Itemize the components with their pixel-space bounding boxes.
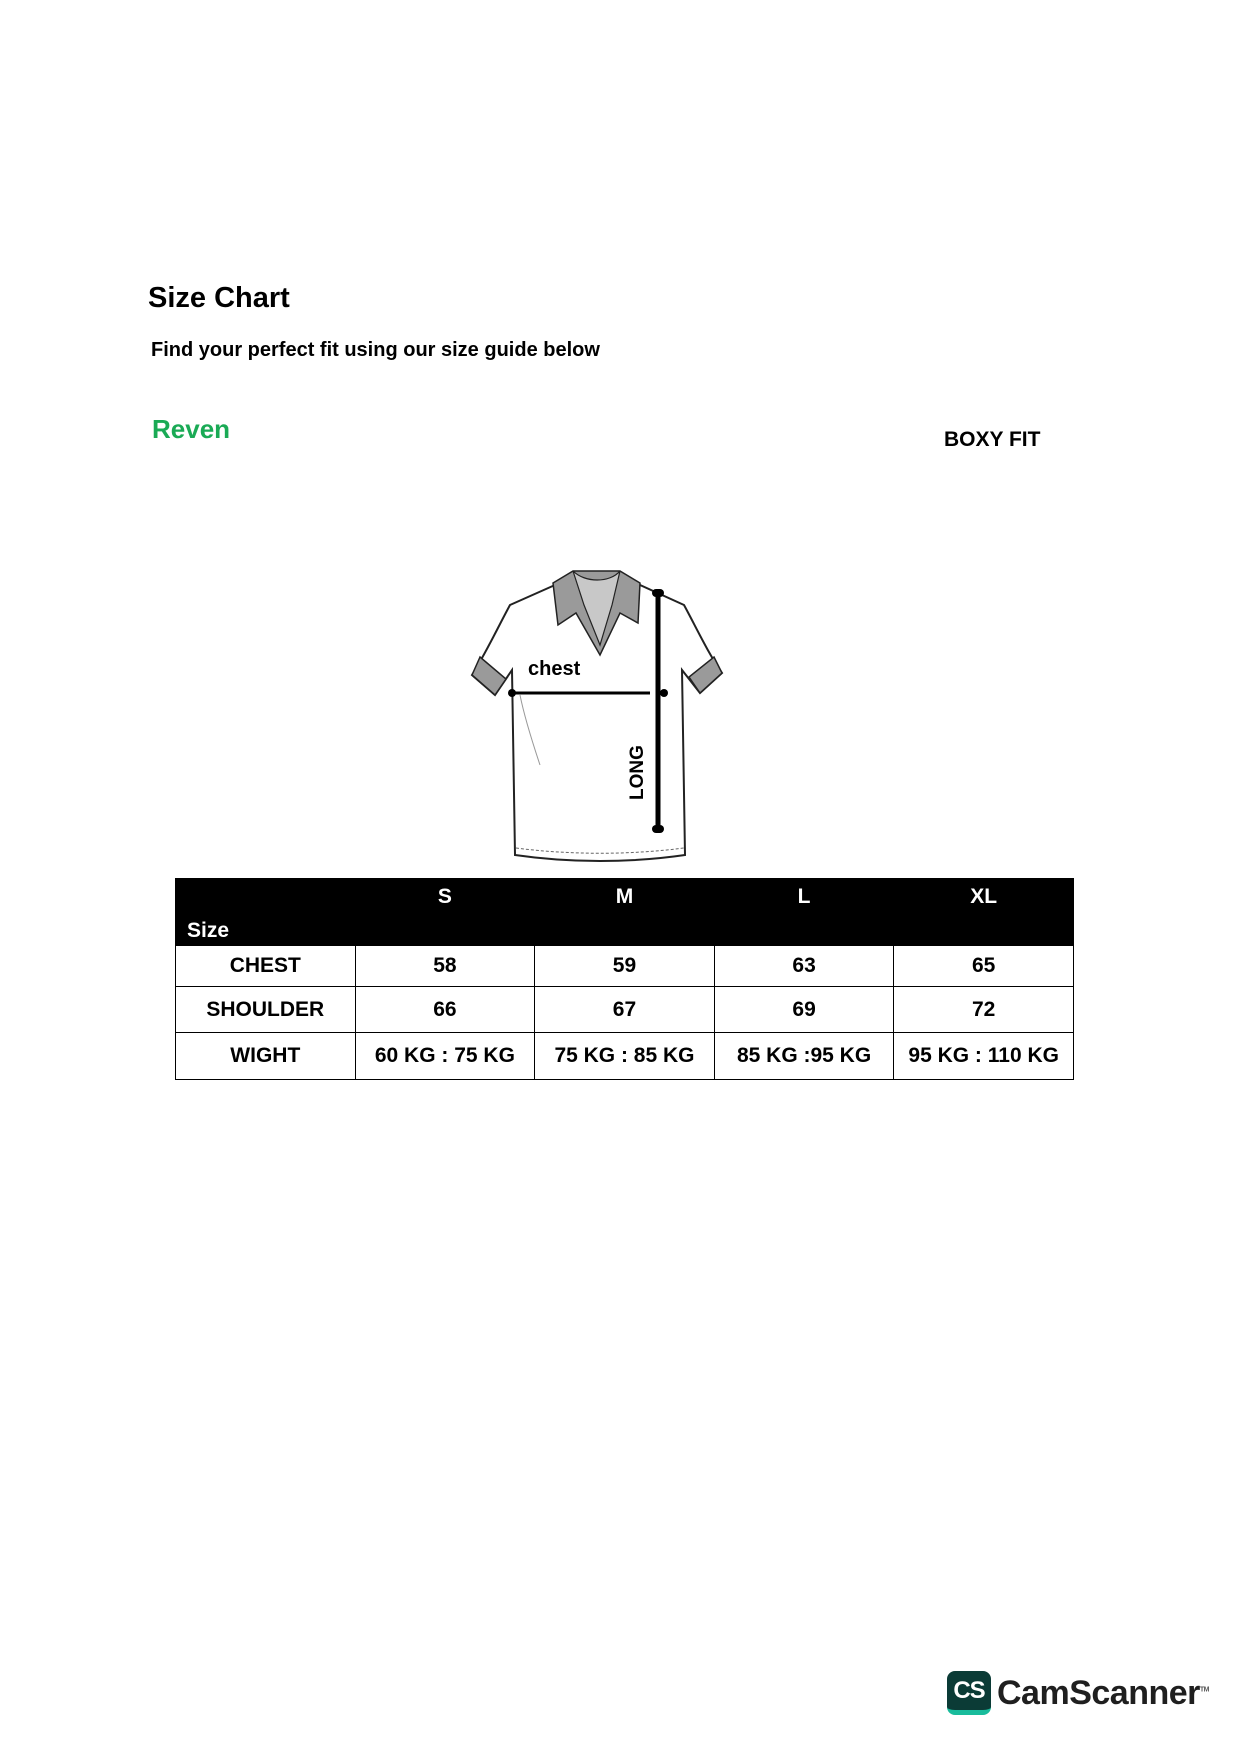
chest-label: chest: [528, 658, 581, 680]
size-header-s: S: [355, 879, 535, 946]
camscanner-tm: TM: [1199, 1686, 1209, 1694]
page-title: Size Chart: [148, 282, 290, 314]
table-cell: 59: [535, 946, 715, 987]
row-label: WIGHT: [176, 1033, 356, 1080]
table-row-chest: [176, 946, 1074, 987]
table-cell: 72: [894, 987, 1074, 1033]
size-header-row: [176, 879, 1074, 946]
table-cell: 58: [355, 946, 535, 987]
chest-measure-end-right: [660, 689, 668, 697]
table-cell: 65: [894, 946, 1074, 987]
shirt-measurement-diagram: [460, 565, 740, 865]
long-label: LONG: [627, 745, 648, 800]
table-cell: 66: [355, 987, 535, 1033]
camscanner-name: CamScanner: [997, 1673, 1200, 1712]
size-table: [175, 878, 1074, 1080]
chest-measure-end-left: [508, 689, 516, 697]
table-cell: 60 KG : 75 KG: [355, 1033, 535, 1080]
size-corner-label: Size: [176, 879, 356, 946]
camscanner-logo-icon: CS: [947, 1671, 991, 1715]
size-header-m: M: [535, 879, 715, 946]
table-cell: 69: [714, 987, 894, 1033]
long-measure-end-top: [652, 589, 664, 597]
table-row-weight: [176, 1033, 1074, 1080]
size-header-l: L: [714, 879, 894, 946]
table-row-shoulder: [176, 987, 1074, 1033]
table-cell: 85 KG :95 KG: [714, 1033, 894, 1080]
fit-type: BOXY FIT: [944, 428, 1041, 451]
table-cell: 75 KG : 85 KG: [535, 1033, 715, 1080]
table-cell: 63: [714, 946, 894, 987]
table-cell: 67: [535, 987, 715, 1033]
camscanner-watermark: [947, 1671, 1209, 1715]
row-label: CHEST: [176, 946, 356, 987]
page-subtitle: Find your perfect fit using our size guide below: [151, 339, 600, 361]
row-label: SHOULDER: [176, 987, 356, 1033]
brand-name: Reven: [152, 414, 231, 444]
table-cell: 95 KG : 110 KG: [894, 1033, 1074, 1080]
long-measure-end-bottom: [652, 825, 664, 833]
size-header-xl: XL: [894, 879, 1074, 946]
camscanner-wordmark: [997, 1674, 1209, 1713]
